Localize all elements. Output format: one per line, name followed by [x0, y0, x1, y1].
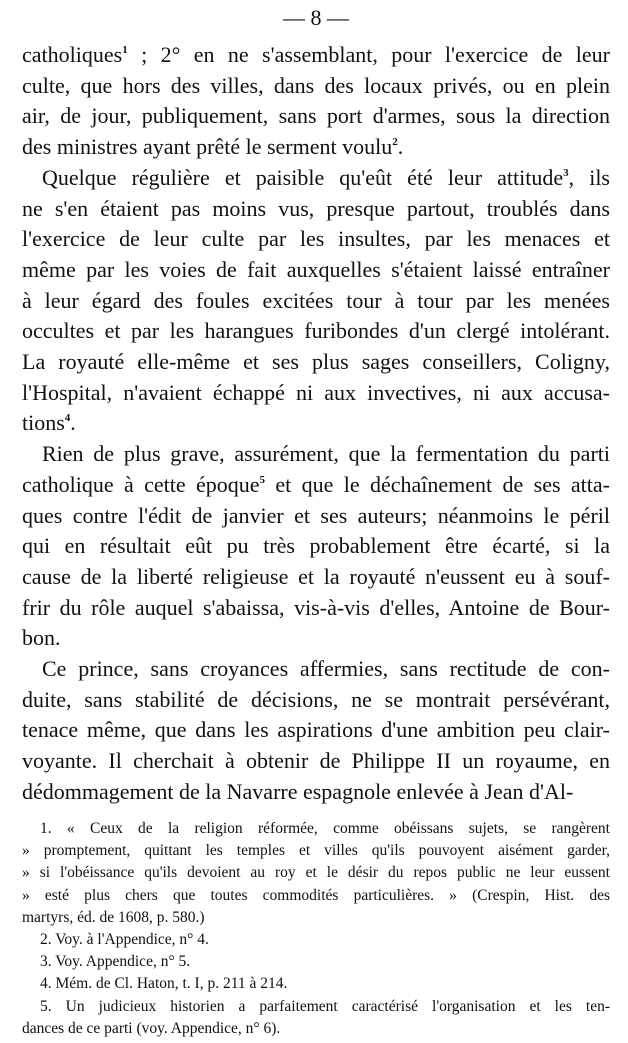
line-text: ques contre l'édit de janvier et ses auteurs; néanmoins le péril [22, 502, 610, 528]
text-line [22, 685, 610, 716]
paragraph [22, 654, 610, 808]
line-text: frir du rôle auquel s'abaissa, vis-à-vis d'elles, Antoine de Bour- [22, 594, 610, 620]
footnote-line: 5. Un judicieux historien a parfaitement caractérisé l'organisation et les ten- [40, 997, 610, 1015]
text-line [22, 71, 610, 102]
text-line [22, 746, 610, 777]
line-text: voyante. Il cherchait à obtenir de Philippe II un royaume, en [22, 748, 610, 774]
paragraph [22, 40, 610, 163]
text-line [22, 378, 610, 409]
footnote-marker: 4 [64, 412, 71, 425]
line-text: catholique à cette époque [22, 471, 260, 497]
line-text-after: ; 2° en ne s'assemblant, pour l'exercice de leur [127, 42, 610, 67]
footnote-line: » esté plus chers que toutes commodités particulières. » (Crespin, Hist. des [22, 886, 610, 904]
footnote [22, 973, 610, 995]
paragraph [22, 439, 610, 654]
line-text: cause de la liberté religieuse et la royauté n'eussent eu à souf- [22, 563, 610, 589]
footnote-line: martyrs, éd. de 1608, p. 580.) [22, 908, 205, 926]
text-line [22, 654, 610, 685]
footnote-marker: 3 [563, 166, 569, 179]
footnote [22, 951, 610, 973]
line-text: l'exercice de leur culte par les insultes, par les menaces et [22, 226, 610, 252]
text-line [22, 347, 610, 378]
footnote [22, 929, 610, 951]
text-line [22, 132, 610, 163]
footnote-line: 2. Voy. à l'Appendice, n° 4. [40, 931, 209, 949]
text-line [22, 562, 610, 593]
footnote-line: » si l'obéissance qu'ils devoient au roy et le désir du repos public ne leur eussent [22, 864, 610, 882]
footnote-marker: 1 [122, 44, 128, 56]
text-line [22, 439, 610, 470]
line-text-after: . [70, 410, 76, 436]
footnote-line: 4. Mém. de Cl. Haton, t. I, p. 211 à 214. [40, 975, 288, 993]
text-line [22, 777, 610, 808]
text-line [22, 163, 610, 194]
footnote [22, 996, 610, 1040]
text-line [22, 408, 610, 439]
footnote-marker: 5 [259, 473, 266, 486]
line-text: dédommagement de la Navarre espagnole enlevée à Jean d'Al- [22, 778, 574, 804]
page [22, 6, 610, 808]
footnote [22, 818, 610, 929]
text-line [22, 286, 610, 317]
line-text-after: et que le déchaînement de ses atta- [265, 471, 610, 497]
line-text: duite, sans stabilité de décisions, ne se montrait persévérant, [22, 686, 610, 712]
footnotes [22, 818, 610, 1040]
footnote-line: » promptement, quittant les temples et villes qu'ils pouvoyent aisément garder, [22, 842, 610, 860]
line-text: Ce prince, sans croyances affermies, sans rectitude de con- [42, 656, 610, 682]
line-text: air, de jour, publiquement, sans port d'armes, sous la direction [22, 103, 610, 129]
main-text [22, 40, 610, 808]
line-text: qui en résultait eût pu très probablement être écarté, si la [22, 533, 610, 559]
line-text: culte, que hors des villes, dans des locaux privés, ou en plein [22, 72, 610, 98]
footnote-marker: 2 [392, 136, 398, 149]
line-text: à leur égard des foules excitées tour à tour par les menées [22, 287, 610, 313]
line-text: des ministres ayant prêté le serment voulu [22, 134, 393, 160]
line-text: Rien de plus grave, assurément, que la fermentation du parti [42, 441, 610, 467]
line-text: tenace même, que dans les aspirations d'une ambition peu clair- [22, 717, 610, 743]
text-line [22, 470, 610, 501]
footnote-line: 3. Voy. Appendice, n° 5. [40, 953, 191, 971]
text-line [22, 255, 610, 286]
line-text: Quelque régulière et paisible qu'eût été leur attitude [42, 164, 564, 190]
text-line [22, 40, 610, 71]
line-text: tions [22, 410, 65, 436]
footnote-line: dances de ce parti (voy. Appendice, n° 6). [22, 1019, 281, 1037]
line-text: l'Hospital, n'avaient échappé ni aux invectives, ni aux accusa- [22, 379, 610, 405]
line-text: ne s'en étaient pas moins vus, presque partout, troublés dans [22, 195, 610, 221]
text-line [22, 194, 610, 225]
line-text-after: , ils [568, 164, 610, 190]
line-text: bon. [22, 625, 61, 651]
text-line [22, 316, 610, 347]
text-line [22, 101, 610, 132]
page-number: — 8 — [283, 5, 349, 30]
line-text: catholiques [22, 42, 123, 67]
text-line [22, 531, 610, 562]
text-line [22, 224, 610, 255]
line-text: occultes et par les harangues furibondes d'un clergé intolérant. [22, 318, 610, 344]
footnote-line: 1. « Ceux de la religion réformée, comme obéissans sujets, se rangèrent [40, 820, 610, 837]
text-line [22, 623, 610, 654]
line-text: même par les voies de fait auxquelles s'étaient laissé entraîner [22, 256, 610, 282]
text-line [22, 715, 610, 746]
text-line [22, 593, 610, 624]
line-text-after: . [397, 134, 404, 160]
line-text: La royauté elle-même et ses plus sages conseillers, Coligny, [22, 349, 610, 375]
text-line [22, 501, 610, 532]
paragraph [22, 163, 610, 439]
